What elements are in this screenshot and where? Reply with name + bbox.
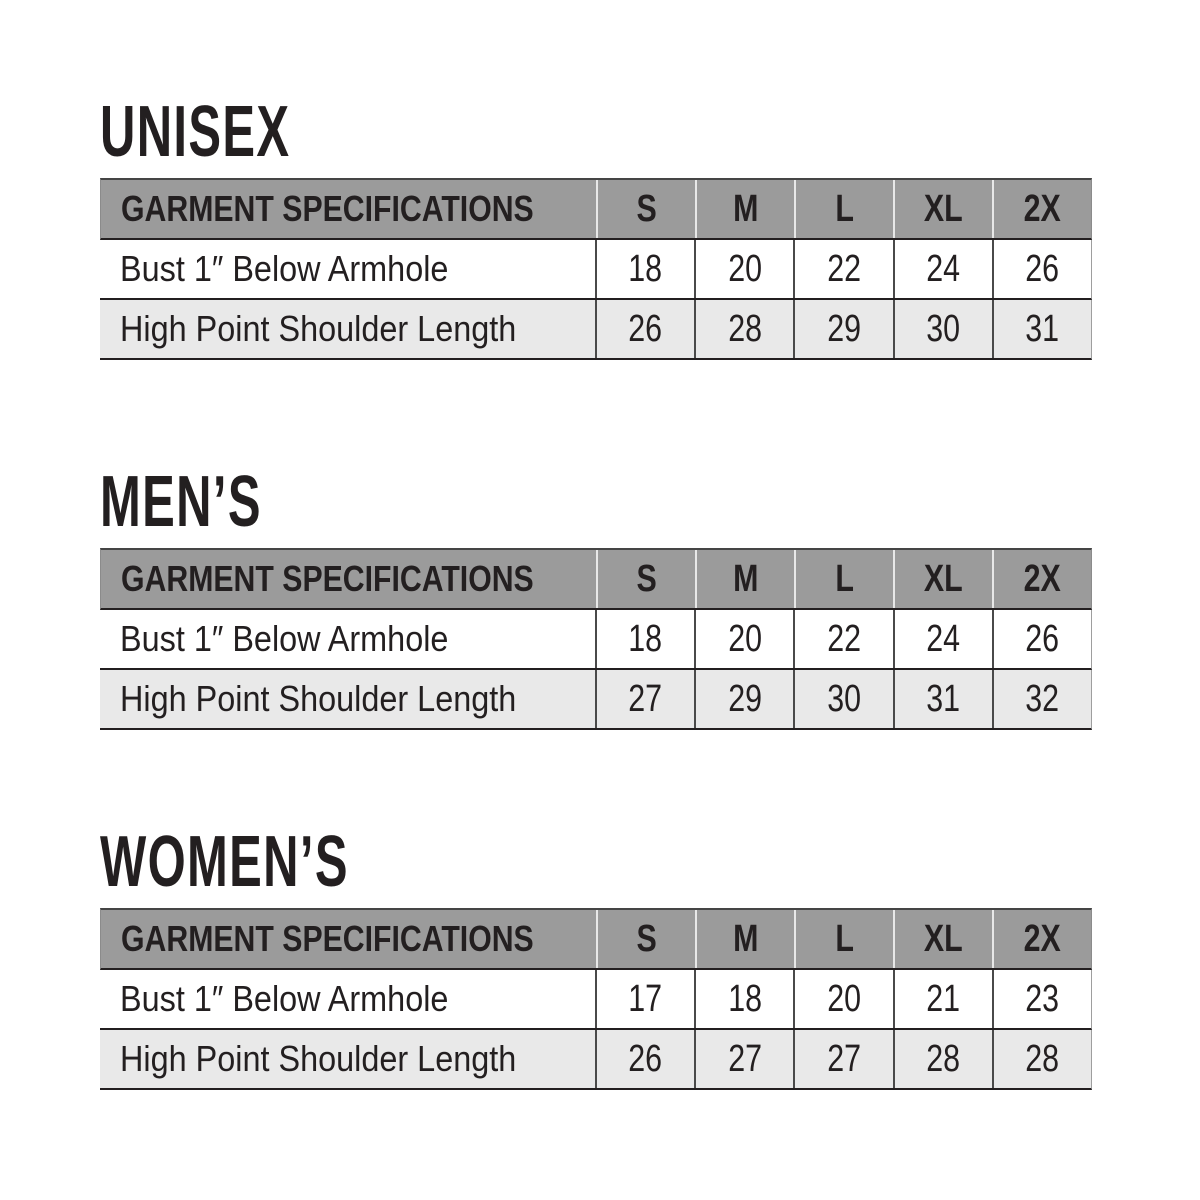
column-header-size-s: S <box>596 550 695 608</box>
column-header-size-xl: XL <box>893 180 992 238</box>
column-header-spec: GARMENT SPECIFICATIONS <box>121 918 534 959</box>
size-table-unisex <box>100 178 1092 360</box>
value-cell: 27 <box>793 1030 892 1088</box>
section-title-text: WOMEN’S <box>100 822 349 902</box>
value-cell: 29 <box>694 670 793 728</box>
table-row-bust <box>100 240 1092 300</box>
column-header-size-s: S <box>596 910 695 968</box>
size-table-womens <box>100 908 1092 1090</box>
column-header-spec: GARMENT SPECIFICATIONS <box>121 188 534 229</box>
value-cell: 24 <box>893 610 992 668</box>
value-cell: 23 <box>992 970 1091 1028</box>
row-label-cell: Bust 1″ Below Armhole <box>120 618 449 659</box>
value-cell: 28 <box>992 1030 1091 1088</box>
value-cell: 26 <box>595 1030 694 1088</box>
row-label-cell: Bust 1″ Below Armhole <box>120 978 449 1019</box>
value-cell: 17 <box>595 970 694 1028</box>
column-header-size-l: L <box>794 910 893 968</box>
value-cell: 28 <box>694 300 793 358</box>
value-cell: 30 <box>893 300 992 358</box>
value-cell: 29 <box>793 300 892 358</box>
value-cell: 26 <box>992 240 1091 298</box>
table-header-row <box>100 548 1092 610</box>
value-cell: 20 <box>694 240 793 298</box>
value-cell: 31 <box>992 300 1091 358</box>
column-header-size-s: S <box>596 180 695 238</box>
section-title <box>100 462 1092 542</box>
value-cell: 26 <box>992 610 1091 668</box>
table-row-hps-length <box>100 1030 1092 1090</box>
value-cell: 27 <box>595 670 694 728</box>
row-label-cell: Bust 1″ Below Armhole <box>120 248 449 289</box>
column-header-size-m: M <box>695 910 794 968</box>
value-cell: 22 <box>793 240 892 298</box>
value-cell: 20 <box>694 610 793 668</box>
size-table-mens <box>100 548 1092 730</box>
table-row-bust <box>100 970 1092 1030</box>
value-cell: 20 <box>793 970 892 1028</box>
table-header-row <box>100 908 1092 970</box>
section-title <box>100 92 1092 172</box>
value-cell: 22 <box>793 610 892 668</box>
column-header-size-2x: 2X <box>992 910 1091 968</box>
row-label-cell: High Point Shoulder Length <box>120 308 517 349</box>
size-section-womens <box>100 822 1092 1090</box>
section-title <box>100 822 1092 902</box>
value-cell: 28 <box>893 1030 992 1088</box>
table-header-row <box>100 178 1092 240</box>
column-header-size-2x: 2X <box>992 180 1091 238</box>
value-cell: 30 <box>793 670 892 728</box>
section-title-text: MEN’S <box>100 462 262 542</box>
value-cell: 24 <box>893 240 992 298</box>
column-header-size-xl: XL <box>893 910 992 968</box>
value-cell: 18 <box>595 610 694 668</box>
row-label-cell: High Point Shoulder Length <box>120 1038 517 1079</box>
value-cell: 27 <box>694 1030 793 1088</box>
column-header-size-l: L <box>794 180 893 238</box>
value-cell: 18 <box>595 240 694 298</box>
size-section-mens <box>100 462 1092 730</box>
value-cell: 32 <box>992 670 1091 728</box>
row-label-cell: High Point Shoulder Length <box>120 678 517 719</box>
size-section-unisex <box>100 92 1092 360</box>
column-header-size-m: M <box>695 550 794 608</box>
section-title-text: UNISEX <box>100 92 291 172</box>
value-cell: 26 <box>595 300 694 358</box>
column-header-size-m: M <box>695 180 794 238</box>
column-header-size-2x: 2X <box>992 550 1091 608</box>
value-cell: 18 <box>694 970 793 1028</box>
value-cell: 31 <box>893 670 992 728</box>
table-row-bust <box>100 610 1092 670</box>
column-header-size-l: L <box>794 550 893 608</box>
column-header-spec: GARMENT SPECIFICATIONS <box>121 558 534 599</box>
column-header-size-xl: XL <box>893 550 992 608</box>
value-cell: 21 <box>893 970 992 1028</box>
table-row-hps-length <box>100 300 1092 360</box>
table-row-hps-length <box>100 670 1092 730</box>
